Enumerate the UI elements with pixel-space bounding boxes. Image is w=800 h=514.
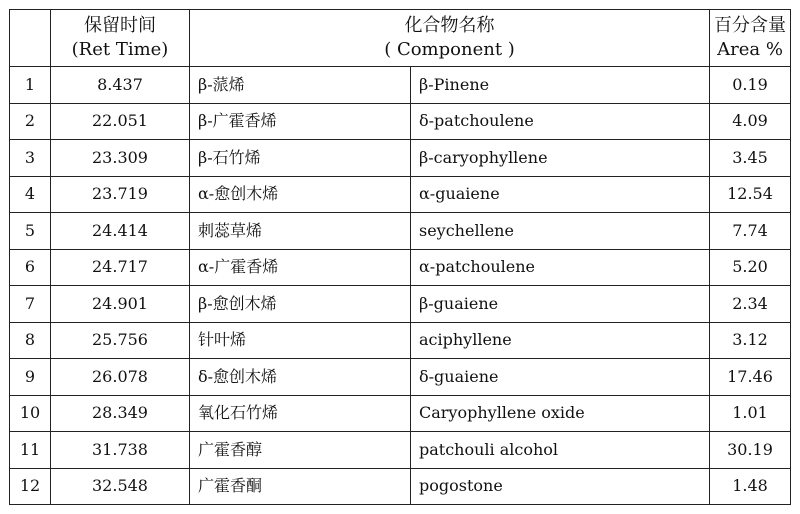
header-index <box>10 10 51 67</box>
row-name-cn: 氧化石竹烯 <box>190 395 411 432</box>
row-index: 4 <box>10 176 51 213</box>
row-name-en: β-Pinene <box>411 67 710 104</box>
row-ret-time: 32.548 <box>51 468 190 505</box>
row-ret-time: 8.437 <box>51 67 190 104</box>
header-ret-time-cn: 保留时间 <box>84 15 156 36</box>
header-component-en: ( Component ) <box>384 39 515 60</box>
row-name-en: pogostone <box>411 468 710 505</box>
row-ret-time: 23.719 <box>51 176 190 213</box>
table-header-row <box>10 10 791 67</box>
row-ret-time: 24.414 <box>51 213 190 250</box>
row-ret-time: 25.756 <box>51 322 190 359</box>
header-area-cn: 百分含量 <box>714 15 787 36</box>
row-area: 2.34 <box>710 286 791 323</box>
row-ret-time: 23.309 <box>51 140 190 177</box>
row-index: 9 <box>10 359 51 396</box>
row-area: 17.46 <box>710 359 791 396</box>
row-name-en: α-guaiene <box>411 176 710 213</box>
table-row <box>10 176 791 213</box>
row-ret-time: 24.717 <box>51 249 190 286</box>
table-row <box>10 359 791 396</box>
row-index: 1 <box>10 67 51 104</box>
table-row <box>10 395 791 432</box>
table-row <box>10 103 791 140</box>
row-name-cn: 广霍香醇 <box>190 432 411 469</box>
row-index: 2 <box>10 103 51 140</box>
header-area <box>710 10 791 67</box>
row-name-en: β-caryophyllene <box>411 140 710 177</box>
row-area: 30.19 <box>710 432 791 469</box>
row-name-en: Caryophyllene oxide <box>411 395 710 432</box>
row-name-cn: α-愈创木烯 <box>190 176 411 213</box>
row-area: 5.20 <box>710 249 791 286</box>
table-row <box>10 322 791 359</box>
row-name-en: δ-guaiene <box>411 359 710 396</box>
row-index: 11 <box>10 432 51 469</box>
row-ret-time: 22.051 <box>51 103 190 140</box>
row-ret-time: 26.078 <box>51 359 190 396</box>
row-area: 0.19 <box>710 67 791 104</box>
row-name-en: β-guaiene <box>411 286 710 323</box>
row-index: 3 <box>10 140 51 177</box>
row-index: 8 <box>10 322 51 359</box>
row-name-cn: β-蒎烯 <box>190 67 411 104</box>
row-area: 7.74 <box>710 213 791 250</box>
table-row <box>10 468 791 505</box>
row-name-cn: β-愈创木烯 <box>190 286 411 323</box>
row-index: 6 <box>10 249 51 286</box>
row-name-cn: 刺蕊草烯 <box>190 213 411 250</box>
row-index: 12 <box>10 468 51 505</box>
row-name-cn: 针叶烯 <box>190 322 411 359</box>
row-name-en: seychellene <box>411 213 710 250</box>
row-area: 12.54 <box>710 176 791 213</box>
header-area-en: Area % <box>717 39 783 60</box>
row-name-cn: β-石竹烯 <box>190 140 411 177</box>
row-index: 10 <box>10 395 51 432</box>
table-row <box>10 432 791 469</box>
header-component <box>190 10 710 67</box>
row-name-en: α-patchoulene <box>411 249 710 286</box>
row-name-en: δ-patchoulene <box>411 103 710 140</box>
row-name-cn: δ-愈创木烯 <box>190 359 411 396</box>
row-area: 1.01 <box>710 395 791 432</box>
table-row <box>10 286 791 323</box>
row-area: 3.12 <box>710 322 791 359</box>
row-name-en: patchouli alcohol <box>411 432 710 469</box>
header-component-cn: 化合物名称 <box>404 15 495 36</box>
row-area: 3.45 <box>710 140 791 177</box>
header-ret-time-en: (Ret Time) <box>71 39 169 60</box>
table-row <box>10 67 791 104</box>
row-ret-time: 31.738 <box>51 432 190 469</box>
row-index: 7 <box>10 286 51 323</box>
row-area: 1.48 <box>710 468 791 505</box>
table-row <box>10 249 791 286</box>
table-row <box>10 140 791 177</box>
row-ret-time: 24.901 <box>51 286 190 323</box>
row-name-cn: β-广霍香烯 <box>190 103 411 140</box>
row-ret-time: 28.349 <box>51 395 190 432</box>
row-name-cn: 广霍香酮 <box>190 468 411 505</box>
row-index: 5 <box>10 213 51 250</box>
header-ret-time <box>51 10 190 67</box>
row-area: 4.09 <box>710 103 791 140</box>
component-table <box>9 9 791 505</box>
table-row <box>10 213 791 250</box>
row-name-en: aciphyllene <box>411 322 710 359</box>
row-name-cn: α-广霍香烯 <box>190 249 411 286</box>
